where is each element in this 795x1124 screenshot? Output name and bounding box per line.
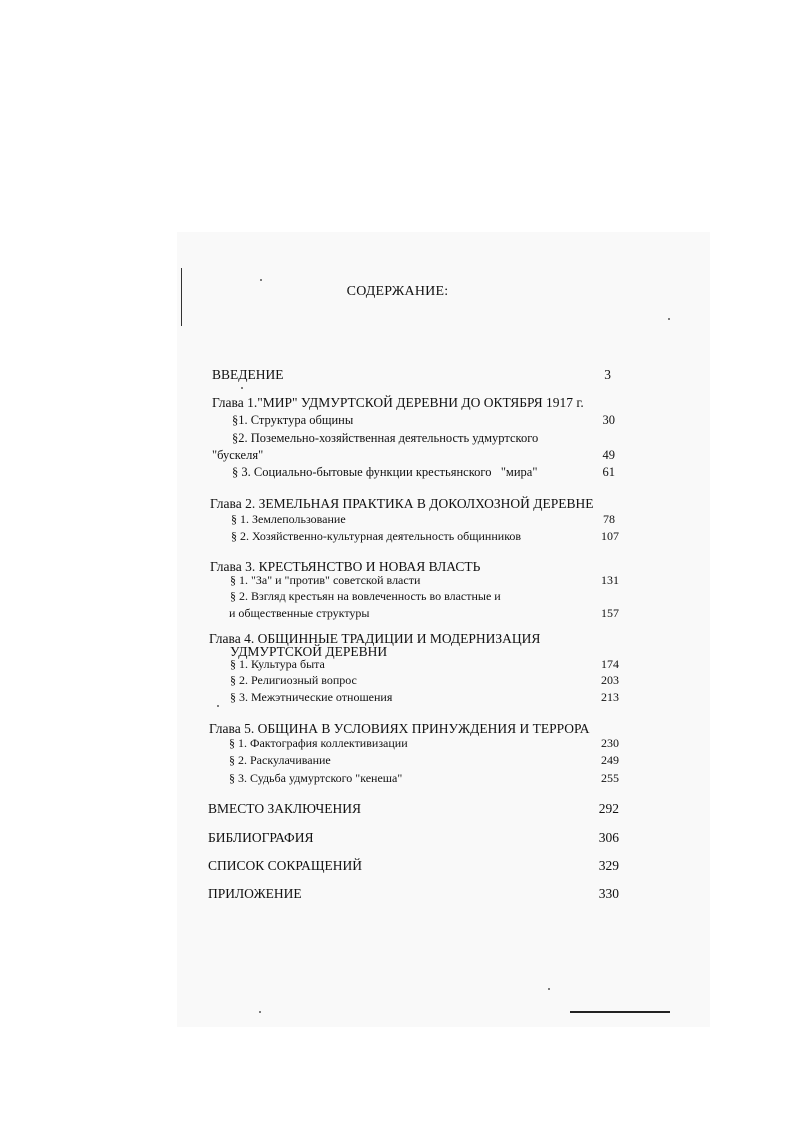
toc-entry-page: 230 <box>601 736 619 750</box>
toc-entry-text: Глава 1."МИР" УДМУРТСКОЙ ДЕРЕВНИ ДО ОКТЯБРЯ 1917 г. <box>212 395 584 410</box>
toc-entry-page: 203 <box>601 673 619 687</box>
toc-entry-text: Глава 2. ЗЕМЕЛЬНАЯ ПРАКТИКА В ДОКОЛХОЗНОЙ ДЕРЕВНЕ <box>210 496 594 511</box>
toc-chapter <box>0 495 795 512</box>
toc-entry-page: 330 <box>598 886 619 901</box>
toc-entry-page: 78 <box>603 512 615 526</box>
toc-entry-text: Глава 3. КРЕСТЬЯНСТВО И НОВАЯ ВЛАСТЬ <box>210 559 481 574</box>
toc-entry <box>0 829 795 846</box>
toc-entry <box>0 752 795 769</box>
toc-entry <box>0 464 795 481</box>
toc-entry-text: Глава 5. ОБЩИНА В УСЛОВИЯХ ПРИНУЖДЕНИЯ И ТЕРРОРА <box>209 721 590 736</box>
toc-entry-page: 306 <box>598 830 619 845</box>
toc-entry-text: УДМУРТСКОЙ ДЕРЕВНИ <box>230 644 388 659</box>
toc-entry <box>0 588 795 605</box>
toc-entry-text: § 3. Межэтнические отношения <box>230 690 393 704</box>
toc-entry-page: 61 <box>602 465 615 479</box>
toc-entry-text: БИБЛИОГРАФИЯ <box>208 830 314 845</box>
toc-entry-text: ПРИЛОЖЕНИЕ <box>208 886 302 901</box>
toc-entry-text: § 2. Хозяйственно-культурная деятельность общинников <box>231 529 522 543</box>
scan-speck <box>241 387 243 389</box>
bottom-rule <box>570 1011 670 1013</box>
toc-entry <box>0 412 795 429</box>
toc-entry-text: § 1. Фактография коллективизации <box>229 736 408 750</box>
toc-entry <box>0 689 795 706</box>
toc-entry <box>0 770 795 787</box>
toc-entry-text: ВВЕДЕНИЕ <box>212 367 284 382</box>
toc-entry-text: СПИСОК СОКРАЩЕНИЙ <box>208 858 363 873</box>
toc-entry-page: 174 <box>601 657 619 671</box>
toc-entry-text: Глава 4. ОБЩИННЫЕ ТРАДИЦИИ И МОДЕРНИЗАЦИЯ <box>209 631 541 646</box>
page-title: СОДЕРЖАНИЕ: <box>346 284 449 299</box>
toc-entry-page: 131 <box>601 573 619 587</box>
toc-entry <box>0 605 795 622</box>
toc-entry <box>0 511 795 528</box>
toc-entry-text: и общественные структуры <box>229 606 370 620</box>
toc-entry-text: § 2. Раскулачивание <box>229 753 331 767</box>
toc-entry-text: § 1. Культура быта <box>230 657 325 671</box>
toc-entry-text: § 3. Судьба удмуртского "кенеша" <box>229 771 403 785</box>
scan-speck <box>259 1011 261 1013</box>
toc-entry-text: § 2. Взгляд крестьян на вовлеченность во властные и <box>230 589 501 603</box>
toc-entry-text: § 1. Землепользование <box>231 512 346 526</box>
toc-entry-page: 249 <box>601 753 619 767</box>
toc-entry <box>0 528 795 545</box>
toc-entry <box>0 430 795 447</box>
toc-entry <box>0 857 795 874</box>
toc-entry <box>0 366 795 383</box>
toc-entry-text: ВМЕСТО ЗАКЛЮЧЕНИЯ <box>208 801 362 816</box>
toc-entry-page: 255 <box>601 771 619 785</box>
toc-entry-text: § 3. Социально-бытовые функции крестьянского "мира" <box>232 465 538 479</box>
scan-speck <box>548 988 550 990</box>
toc-entry-text: §2. Поземельно-хозяйственная деятельность удмуртского <box>232 431 539 445</box>
scan-speck <box>668 318 670 320</box>
toc-entry <box>0 735 795 752</box>
toc-entry-page: 30 <box>602 413 615 427</box>
toc-entry-page: 49 <box>602 448 615 462</box>
toc-entry <box>0 800 795 817</box>
toc-entry <box>0 672 795 689</box>
scan-speck <box>260 279 262 281</box>
toc-entry-page: 292 <box>598 801 619 816</box>
toc-entry-text: "бускеля" <box>212 448 264 462</box>
toc-entry <box>0 656 795 673</box>
toc-entry-page: 107 <box>601 529 619 543</box>
toc-entry-page: 3 <box>604 367 611 382</box>
toc-entry-text: § 1. "За" и "против" советской власти <box>230 573 421 587</box>
toc-chapter <box>0 394 795 411</box>
toc-entry-text: §1. Структура общины <box>232 413 354 427</box>
toc-entry <box>0 572 795 589</box>
toc-entry <box>0 885 795 902</box>
toc-entry-text: § 2. Религиозный вопрос <box>230 673 357 687</box>
toc-entry <box>0 447 795 464</box>
toc-entry-page: 329 <box>598 858 619 873</box>
toc-entry-page: 157 <box>601 606 619 620</box>
toc-entry-page: 213 <box>601 690 619 704</box>
